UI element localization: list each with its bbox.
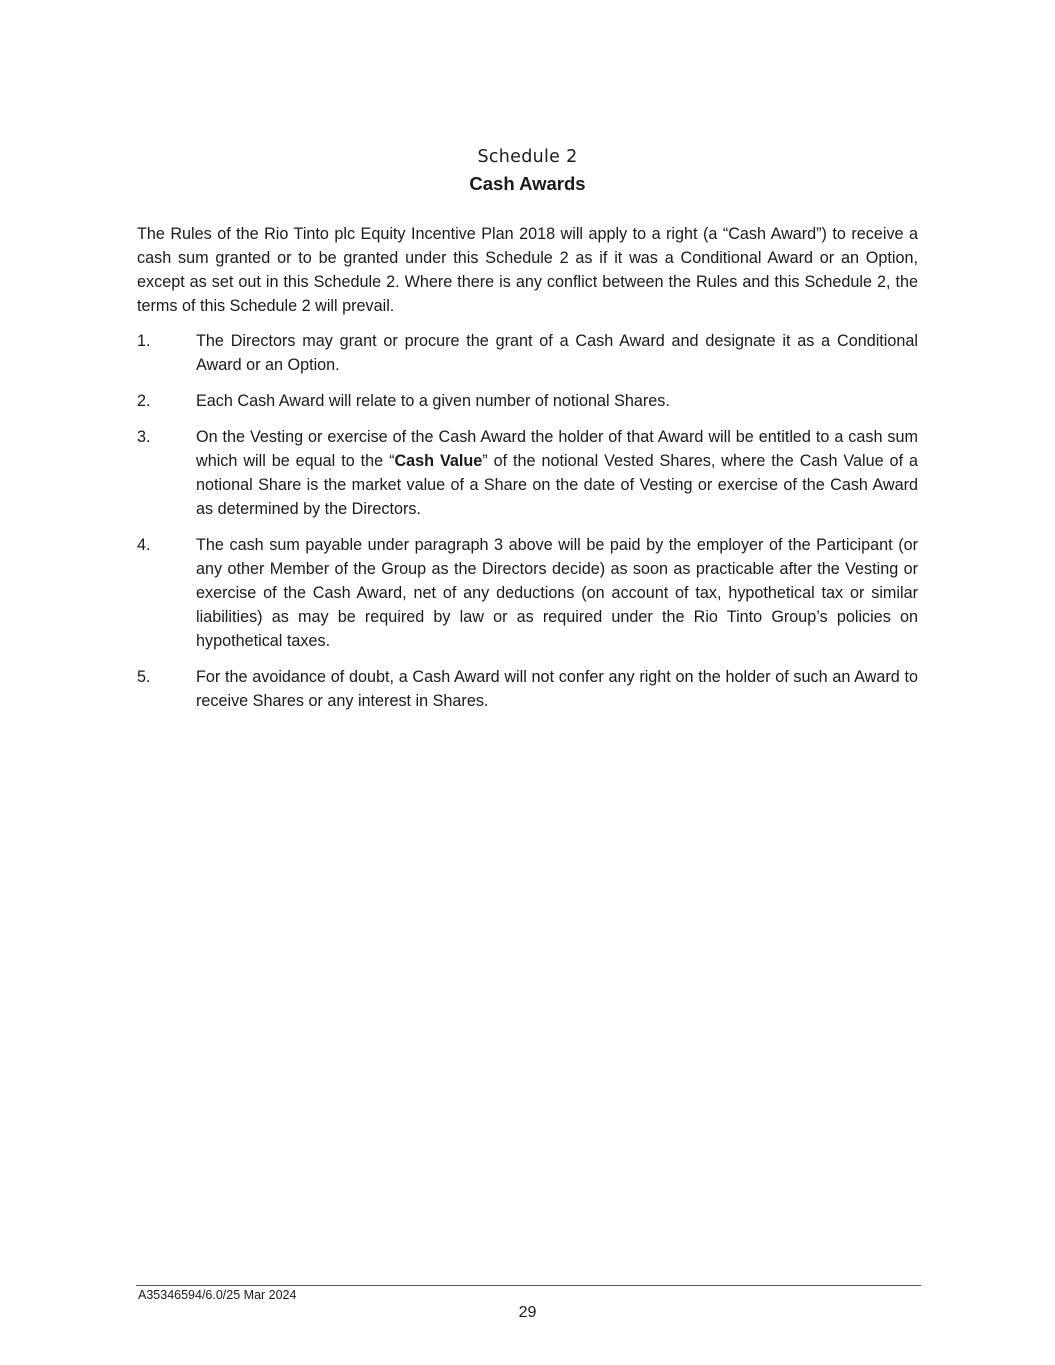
list-item-text-part: On the Vesting or exercise of the Cash Award the holder of that Award will be entitled to a cash sum which will be equal to the “ xyxy=(196,428,918,470)
list-item-text: The cash sum payable under paragraph 3 above will be paid by the employer of the Participant (or any other Member of the Group as the Directors decide) as soon as practicable after the Vesting or exercise of the Cash Award, net of any deductions (on account of tax, hypothetical tax or similar liabilities) as may be required by law or as required under the Rio Tinto Group’s policies on hypothetical taxes. xyxy=(196,536,918,650)
list-item-number: 5. xyxy=(137,668,151,686)
document-reference: A35346594/6.0/25 Mar 2024 xyxy=(138,1288,297,1302)
list-item-text-part: ” of the notional Vested Shares, where the Cash Value of a notional Share is the market value of a Share on the date of Vesting or exercise of the Cash Award as determined by the Directors. xyxy=(196,452,918,518)
list-item-2 xyxy=(137,389,918,413)
list-item-number: 3. xyxy=(137,428,151,446)
defined-term-cash-value: Cash Value xyxy=(394,452,483,470)
page-number: 29 xyxy=(518,1304,537,1321)
footer-divider xyxy=(136,1285,921,1286)
list-item-3 xyxy=(137,425,918,521)
list-item-number: 1. xyxy=(137,332,151,350)
list-item-1 xyxy=(137,329,918,377)
list-item-5 xyxy=(137,665,918,713)
list-item-text: Each Cash Award will relate to a given number of notional Shares. xyxy=(196,392,670,410)
list-item-text xyxy=(196,425,918,521)
schedule-label: Schedule 2 xyxy=(477,147,578,167)
list-item-4 xyxy=(137,533,918,653)
list-item-text: For the avoidance of doubt, a Cash Award will not confer any right on the holder of such an Award to receive Shares or any interest in Shares. xyxy=(196,668,918,710)
list-item-text: The Directors may grant or procure the grant of a Cash Award and designate it as a Conditional Award or an Option. xyxy=(196,332,918,374)
intro-paragraph: The Rules of the Rio Tinto plc Equity Incentive Plan 2018 will apply to a right (a “Cash Award”) to receive a cash sum granted or to be granted under this Schedule 2 as if it was a Conditional Award or an Option, except as set out in this Schedule 2. Where there is any conflict between the Rules and this Schedule 2, the terms of this Schedule 2 will prevail. xyxy=(137,225,918,315)
page-title: Cash Awards xyxy=(469,173,586,194)
list-item-number: 2. xyxy=(137,392,151,410)
list-item-number: 4. xyxy=(137,536,151,554)
